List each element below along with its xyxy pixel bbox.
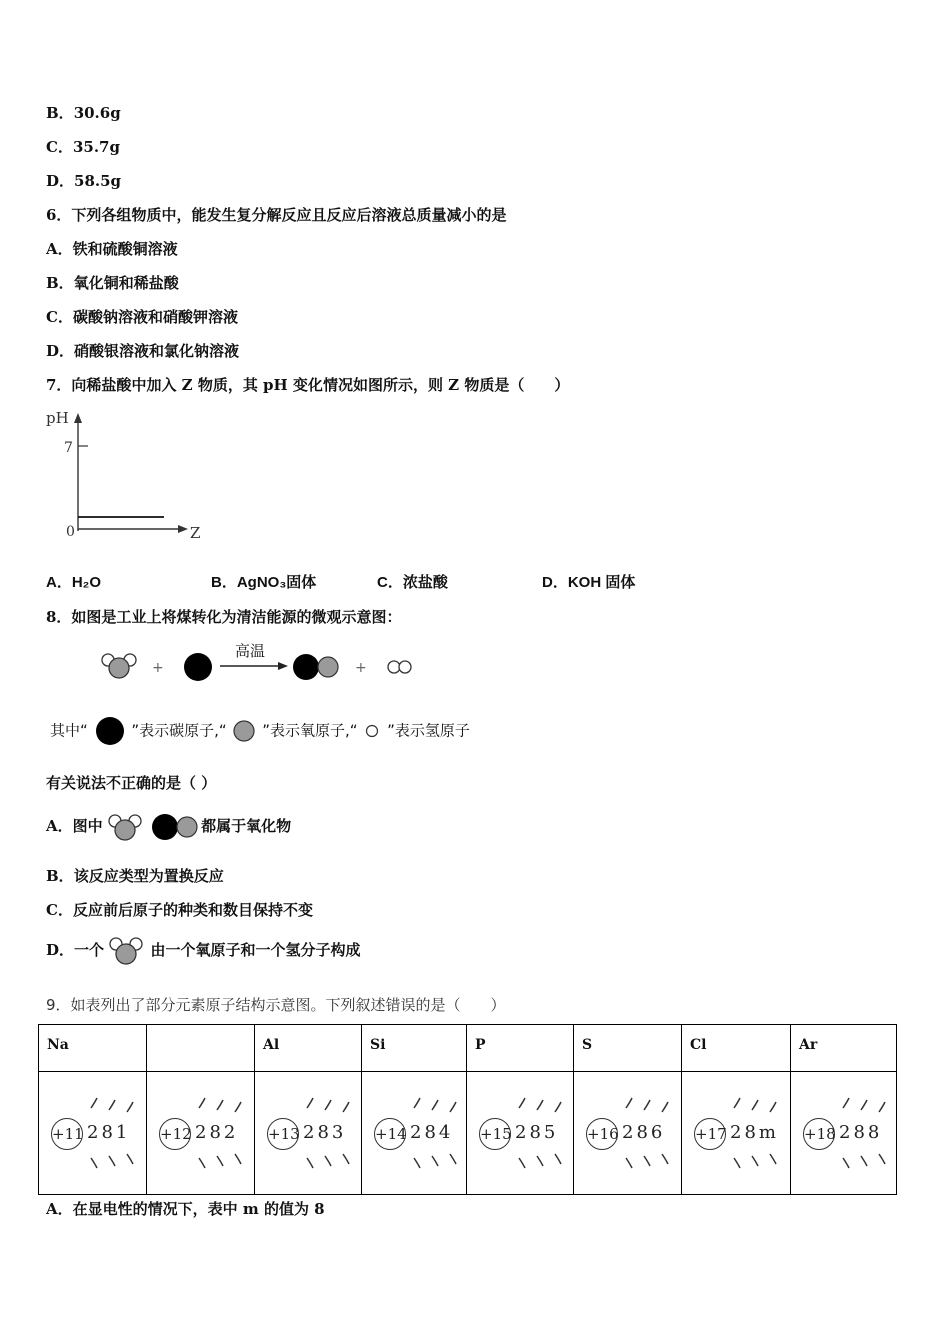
q8-option-b: B．该反应类型为置换反应 xyxy=(46,867,224,885)
element-symbol: Si xyxy=(362,1025,467,1072)
q8-stem: 8．如图是工业上将煤转化为清洁能源的微观示意图： xyxy=(46,608,402,626)
nucleus: +11 xyxy=(51,1118,83,1150)
plus-2: + xyxy=(355,660,367,676)
reaction-diagram xyxy=(96,636,426,686)
q5-option-b: B．30.6g xyxy=(46,104,121,122)
element-table xyxy=(38,1024,897,1195)
option-a-water-icon xyxy=(108,812,144,842)
electron-shell-arcs xyxy=(586,1098,690,1178)
q6-option-d: D．硝酸银溶液和氯化钠溶液 xyxy=(46,342,240,360)
y-axis-arrow xyxy=(74,413,82,423)
nucleus: +18 xyxy=(803,1118,835,1150)
water-molecule xyxy=(102,654,136,678)
legend-carbon-atom xyxy=(93,716,127,746)
q5-option-d: D．58.5g xyxy=(46,172,122,190)
q8-option-a: A．图中 都属于氧化物 xyxy=(46,812,291,842)
electron-shell-arcs xyxy=(51,1098,155,1178)
element-symbol: Na xyxy=(39,1025,147,1072)
q6-option-b: B．氧化铜和稀盐酸 xyxy=(46,274,179,292)
electron-shells: 285 xyxy=(515,1122,559,1143)
ph-graph xyxy=(40,405,220,545)
nucleus: +16 xyxy=(586,1118,618,1150)
q6-stem: 6．下列各组物质中，能发生复分解反应且反应后溶液总质量减小的是 xyxy=(46,206,507,224)
legend-oxygen-atom xyxy=(231,718,257,744)
atom-diagram xyxy=(586,1106,690,1186)
nucleus: +15 xyxy=(479,1118,511,1150)
q7-option-d: D．KOH 固体 xyxy=(542,574,636,591)
electron-shells: 288 xyxy=(839,1122,883,1143)
legend-hydrogen-text: ”表示氢原子 xyxy=(387,721,470,740)
atomic-structure-row xyxy=(39,1072,897,1195)
atom-diagram xyxy=(159,1106,263,1186)
electron-shell-arcs xyxy=(159,1098,263,1178)
electron-shells: 28m xyxy=(730,1122,779,1143)
q7-option-a: A．H₂O xyxy=(46,574,102,591)
x-axis-arrow xyxy=(178,525,188,533)
origin-label: 0 xyxy=(66,524,75,540)
atom-diagram xyxy=(694,1106,798,1186)
q7-stem: 7．向稀盐酸中加入 Z 物质，其 pH 变化情况如图所示，则 Z 物质是（ ） xyxy=(46,376,570,394)
option-d-water-icon xyxy=(109,936,145,966)
nucleus: +17 xyxy=(694,1118,726,1150)
ph-axis-label: pH xyxy=(46,409,69,427)
q9-option-a: A．在显电性的情况下，表中 m 的值为 8 xyxy=(46,1200,325,1218)
electron-shell-arcs xyxy=(479,1098,583,1178)
q7-option-c: C．浓盐酸 xyxy=(377,574,448,591)
electron-shells: 283 xyxy=(303,1122,347,1143)
electron-shells: 282 xyxy=(195,1122,239,1143)
element-symbol: Ar xyxy=(791,1025,897,1072)
plus-1: + xyxy=(152,660,164,676)
legend-oxygen-text: ”表示氧原子,“ xyxy=(262,721,358,740)
carbon-atom xyxy=(184,653,212,681)
electron-shells: 281 xyxy=(87,1122,131,1143)
element-symbol: S xyxy=(574,1025,682,1072)
legend-prefix: 其中“ xyxy=(50,721,88,740)
q6-option-a: A．铁和硫酸铜溶液 xyxy=(46,240,178,258)
element-symbol xyxy=(147,1025,255,1072)
nucleus: +12 xyxy=(159,1118,191,1150)
element-symbol: P xyxy=(467,1025,574,1072)
electron-shell-arcs xyxy=(267,1098,371,1178)
atom-diagram xyxy=(479,1106,583,1186)
electron-shell-arcs xyxy=(374,1098,478,1178)
q6-option-c: C．碳酸钠溶液和硝酸钾溶液 xyxy=(46,308,238,326)
q9-stem: 9．如表列出了部分元素原子结构示意图。下列叙述错误的是（ ） xyxy=(46,996,506,1014)
atom-diagram xyxy=(267,1106,371,1186)
tick-7-label: 7 xyxy=(64,440,73,456)
atom-diagram xyxy=(51,1106,155,1186)
element-symbol: Al xyxy=(255,1025,362,1072)
co-molecule xyxy=(293,654,338,680)
element-symbol: Cl xyxy=(682,1025,791,1072)
q8-legend xyxy=(50,716,470,746)
q5-option-c: C．35.7g xyxy=(46,138,120,156)
h2-molecule xyxy=(388,661,411,673)
legend-carbon-text: ”表示碳原子,“ xyxy=(131,721,227,740)
electron-shells: 286 xyxy=(622,1122,666,1143)
q8-option-d: D．一个 由一个氧原子和一个氢分子构成 xyxy=(46,936,361,966)
option-a-co-icon xyxy=(149,812,201,842)
atom-diagram xyxy=(374,1106,478,1186)
nucleus: +13 xyxy=(267,1118,299,1150)
q7-option-b: B．AgNO₃固体 xyxy=(211,574,317,591)
electron-shells: 284 xyxy=(410,1122,454,1143)
q8-option-c: C．反应前后原子的种类和数目保持不变 xyxy=(46,901,313,919)
z-axis-label: Z xyxy=(190,524,201,542)
electron-shell-arcs xyxy=(803,1098,907,1178)
element-symbol-row xyxy=(39,1025,897,1072)
q8-sub-stem: 有关说法不正确的是（ ） xyxy=(46,774,217,792)
reaction-arrowhead xyxy=(278,662,288,670)
nucleus: +14 xyxy=(374,1118,406,1150)
electron-shell-arcs xyxy=(694,1098,798,1178)
reaction-condition: 高温 xyxy=(235,642,266,660)
atom-diagram xyxy=(803,1106,907,1186)
legend-hydrogen-atom xyxy=(362,721,382,741)
